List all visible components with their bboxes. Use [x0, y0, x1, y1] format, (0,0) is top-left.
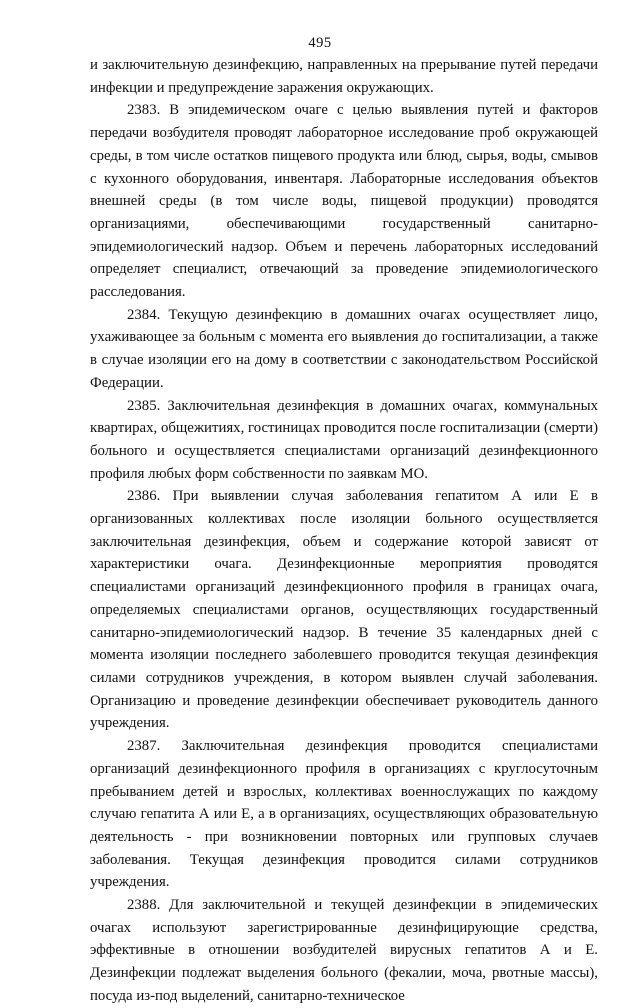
paragraph-2384: 2384. Текущую дезинфекцию в домашних очагах осуществляет лицо, ухаживающее за больным с момента его выявления до госпитализации, а также в случае изоляции его на дому в соответствии с законодательством Российской Федерации.: [90, 306, 598, 391]
paragraph-2383: 2383. В эпидемическом очаге с целью выявления путей и факторов передачи возбудителя проводят лабораторное исследование проб окружающей среды, в том числе остатков пищевого продукта или блюд, сырья, воды, смывов с кухонного оборудования, инвентаря. Лабораторные исследования объектов внешней среды (в том числе воды, пищевой продукции) проводятся организациями, обеспечивающими государственный санитарно-эпидемиологический надзор. Объем и перечень лабораторных исследований определяет специалист, отвечающий за проведение эпидемиологического расследования.: [90, 102, 598, 301]
paragraph-2388: 2388. Для заключительной и текущей дезинфекции в эпидемических очагах используют зарегистрированные дезинфицирующие средства, эффективные в отношении возбудителей вирусных гепатитов А и Е. Дезинфекции подлежат выделения больного (фекалии, моча, рвотные массы), посуда из-под выделений, санитарно-техническое: [90, 897, 598, 1004]
paragraph-continuation: и заключительную дезинфекцию, направленных на прерывание путей передачи инфекции и предупреждение заражения окружающих.: [90, 57, 598, 96]
paragraph-2385: 2385. Заключительная дезинфекция в домашних очагах, коммунальных квартирах, общежитиях, гостиницах проводится после госпитализации (смерти) больного и осуществляется специалистами организаций дезинфекционного профиля любых форм собственности по заявкам МО.: [90, 397, 598, 482]
paragraph-2387: 2387. Заключительная дезинфекция проводится специалистами организаций дезинфекционного профиля в организациях с круглосуточным пребыванием детей и взрослых, коллективах военнослужащих по каждому случаю гепатита А или Е, а в организациях, осуществляющих образовательную деятельность - при возникновении повторных или групповых случаев заболевания. Текущая дезинфекция проводится силами сотрудников учреждения.: [90, 738, 598, 891]
document-body: [90, 54, 598, 1008]
paragraph-2386: 2386. При выявлении случая заболевания гепатитом А или Е в организованных коллективах после изоляции больного осуществляется заключительная дезинфекция, объем и содержание которой зависят от характеристики очага. Дезинфекционные мероприятия проводятся специалистами организаций дезинфекционного профиля в границах очага, определяемых специалистами органов, осуществляющих государственный санитарно-эпидемиологический надзор. В течение 35 календарных дней с момента изоляции последнего заболевшего проводится текущая дезинфекция силами сотрудников учреждения, в котором выявлен случай заболевания. Организацию и проведение дезинфекции обеспечивает руководитель данного учреждения.: [90, 488, 598, 732]
page-number: 495: [308, 35, 332, 51]
